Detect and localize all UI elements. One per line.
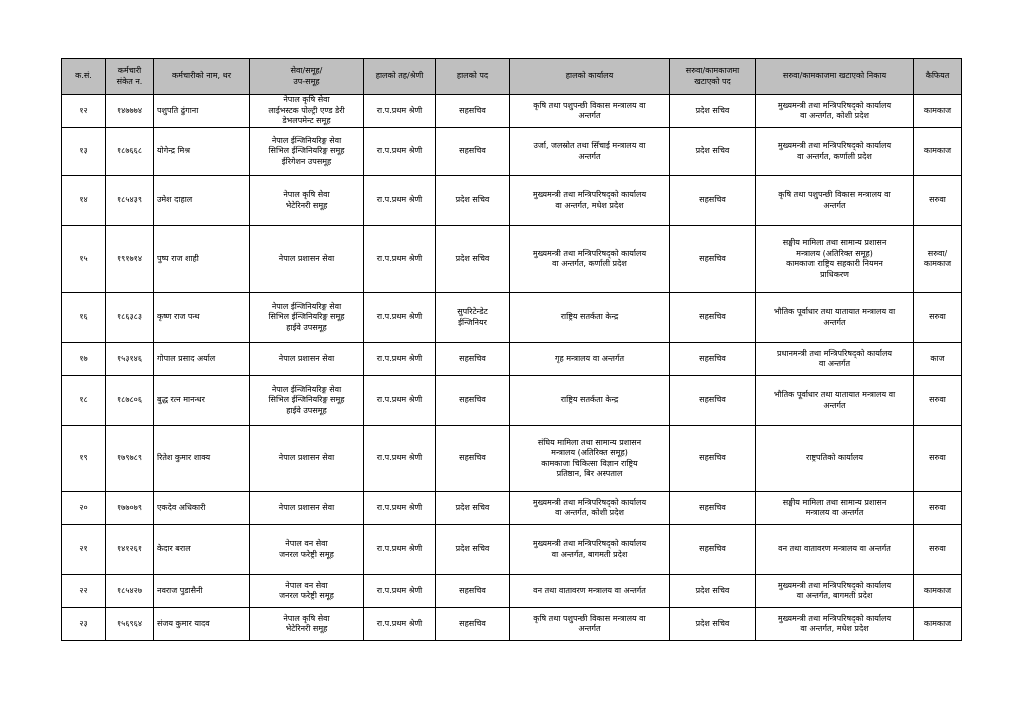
cell-post: प्रदेश सचिव bbox=[436, 176, 510, 226]
cell-office: मुख्यमन्त्री तथा मन्त्रिपरिषद्को कार्यालय वा अन्तर्गत, कर्णाली प्रदेश bbox=[510, 226, 670, 293]
cell-office: मुख्यमन्त्री तथा मन्त्रिपरिषद्को कार्यालय वा अन्तर्गत, मधेश प्रदेश bbox=[510, 176, 670, 226]
cell-name: एकदेव अधिकारी bbox=[154, 492, 250, 525]
cell-level: रा.प.प्रथम श्रेणी bbox=[364, 176, 436, 226]
table-row bbox=[62, 575, 962, 608]
cell-sn: १५ bbox=[62, 226, 106, 293]
cell-name: उमेश दाहाल bbox=[154, 176, 250, 226]
cell-level: रा.प.प्रथम श्रेणी bbox=[364, 343, 436, 376]
table-row bbox=[62, 608, 962, 641]
cell-code: १८५४३९ bbox=[106, 176, 154, 226]
header-remark: कैफियत bbox=[914, 59, 962, 95]
cell-new-office: मुख्यमन्त्री तथा मन्त्रिपरिषद्को कार्यालय वा अन्तर्गत, कर्णाली प्रदेश bbox=[756, 128, 914, 176]
cell-new-post: सहसचिव bbox=[670, 376, 756, 426]
cell-name: केदार बराल bbox=[154, 525, 250, 575]
cell-remark: कामकाज bbox=[914, 575, 962, 608]
cell-service: नेपाल ईन्जिनियरिङ्ग सेवा सिभिल ईन्जिनियरिङ्ग समूह हाईवे उपसमूह bbox=[250, 376, 364, 426]
cell-remark: सरुवा bbox=[914, 525, 962, 575]
cell-post: प्रदेश सचिव bbox=[436, 525, 510, 575]
cell-service: नेपाल प्रशासन सेवा bbox=[250, 343, 364, 376]
cell-code: १७७०७९ bbox=[106, 492, 154, 525]
cell-sn: १४ bbox=[62, 176, 106, 226]
cell-level: रा.प.प्रथम श्रेणी bbox=[364, 426, 436, 492]
cell-remark: काज bbox=[914, 343, 962, 376]
header-office: हालको कार्यालय bbox=[510, 59, 670, 95]
header-level: हालको तह/श्रेणी bbox=[364, 59, 436, 95]
cell-post: सहसचिव bbox=[436, 426, 510, 492]
cell-new-office: भौतिक पूर्वाधार तथा यातायात मन्त्रालय वा अन्तर्गत bbox=[756, 376, 914, 426]
table-row bbox=[62, 492, 962, 525]
header-code: कर्मचारी संकेत न. bbox=[106, 59, 154, 95]
cell-name: योगेन्द्र मिश्र bbox=[154, 128, 250, 176]
table-row bbox=[62, 293, 962, 343]
cell-post: प्रदेश सचिव bbox=[436, 226, 510, 293]
cell-new-post: सहसचिव bbox=[670, 343, 756, 376]
cell-sn: २० bbox=[62, 492, 106, 525]
cell-service: नेपाल प्रशासन सेवा bbox=[250, 226, 364, 293]
cell-sn: १२ bbox=[62, 95, 106, 128]
cell-service: नेपाल कृषि सेवा भेटेरिनरी समूह bbox=[250, 608, 364, 641]
table-row bbox=[62, 176, 962, 226]
cell-post: प्रदेश सचिव bbox=[436, 492, 510, 525]
cell-post: सहसचिव bbox=[436, 128, 510, 176]
cell-new-post: सहसचिव bbox=[670, 525, 756, 575]
cell-remark: सरुवा bbox=[914, 426, 962, 492]
cell-service: नेपाल प्रशासन सेवा bbox=[250, 426, 364, 492]
cell-office: कृषि तथा पशुपन्छी विकास मन्त्रालय वा अन्तर्गत bbox=[510, 95, 670, 128]
cell-name: कृष्ण राज पन्थ bbox=[154, 293, 250, 343]
cell-post: सहसचिव bbox=[436, 376, 510, 426]
cell-sn: १७ bbox=[62, 343, 106, 376]
table-body bbox=[62, 95, 962, 641]
cell-new-post: प्रदेश सचिव bbox=[670, 608, 756, 641]
cell-code: १४७७७४ bbox=[106, 95, 154, 128]
cell-remark: कामकाज bbox=[914, 128, 962, 176]
cell-level: रा.प.प्रथम श्रेणी bbox=[364, 226, 436, 293]
cell-level: रा.प.प्रथम श्रेणी bbox=[364, 575, 436, 608]
cell-sn: १३ bbox=[62, 128, 106, 176]
cell-post: सहसचिव bbox=[436, 343, 510, 376]
cell-new-office: कृषि तथा पशुपन्छी विकास मन्त्रालय वा अन्तर्गत bbox=[756, 176, 914, 226]
cell-post: सहसचिव bbox=[436, 95, 510, 128]
cell-office: संघिय मामिला तथा सामान्य प्रशासन मन्त्रालय (अतिरिक्त समूह) कामकाजः चिकित्सा विज्ञान राष्ट्रिय प्रतिष्ठान, बिर अस्पताल bbox=[510, 426, 670, 492]
cell-new-post: प्रदेश सचिव bbox=[670, 575, 756, 608]
transfer-table bbox=[61, 58, 962, 641]
cell-new-post: सहसचिव bbox=[670, 492, 756, 525]
cell-name: पशुपति ढुंगाना bbox=[154, 95, 250, 128]
table-row bbox=[62, 343, 962, 376]
cell-service: नेपाल प्रशासन सेवा bbox=[250, 492, 364, 525]
cell-remark: कामकाज bbox=[914, 608, 962, 641]
cell-post: सहसचिव bbox=[436, 608, 510, 641]
cell-service: नेपाल ईन्जिनियरिङ्ग सेवा सिभिल ईन्जिनियरिङ्ग समूह हाईवे उपसमूह bbox=[250, 293, 364, 343]
cell-code: १४१२६१ bbox=[106, 525, 154, 575]
cell-new-office: मुख्यमन्त्री तथा मन्त्रिपरिषद्को कार्यालय वा अन्तर्गत, बागमती प्रदेश bbox=[756, 575, 914, 608]
cell-new-office: राष्ट्रपतिको कार्यालय bbox=[756, 426, 914, 492]
cell-new-office: सङ्घीय मामिला तथा सामान्य प्रशासन मन्त्रालय (अतिरिक्त समूह) कामकाजः राष्ट्रिय सहकारी नियमन प्राधिकरण bbox=[756, 226, 914, 293]
cell-new-office: मुख्यमन्त्री तथा मन्त्रिपरिषद्को कार्यालय वा अन्तर्गत, कोशी प्रदेश bbox=[756, 95, 914, 128]
table-row bbox=[62, 226, 962, 293]
cell-level: रा.प.प्रथम श्रेणी bbox=[364, 608, 436, 641]
cell-new-post: प्रदेश सचिव bbox=[670, 128, 756, 176]
cell-remark: कामकाज bbox=[914, 95, 962, 128]
cell-name: पुष्प राज शाही bbox=[154, 226, 250, 293]
cell-level: रा.प.प्रथम श्रेणी bbox=[364, 95, 436, 128]
cell-sn: १९ bbox=[62, 426, 106, 492]
cell-office: गृह मन्त्रालय वा अन्तर्गत bbox=[510, 343, 670, 376]
cell-office: उर्जा, जलस्रोत तथा सिँचाई मन्त्रालय वा अन्तर्गत bbox=[510, 128, 670, 176]
cell-name: गोपाल प्रसाद अर्याल bbox=[154, 343, 250, 376]
cell-code: १७९७८९ bbox=[106, 426, 154, 492]
cell-sn: २१ bbox=[62, 525, 106, 575]
cell-office: कृषि तथा पशुपन्छी विकास मन्त्रालय वा अन्तर्गत bbox=[510, 608, 670, 641]
cell-remark: सरुवा/ कामकाज bbox=[914, 226, 962, 293]
cell-service: नेपाल कृषि सेवा लाईभस्टक पोल्ट्री एण्ड डेरी डेभलपमेन्ट समूह bbox=[250, 95, 364, 128]
cell-office: राष्ट्रिय सतर्कता केन्द्र bbox=[510, 376, 670, 426]
cell-service: नेपाल ईन्जिनियरिङ्ग सेवा सिभिल ईन्जिनियरिङ्ग समूह ईरिगेशन उपसमूह bbox=[250, 128, 364, 176]
cell-code: १८७६६८ bbox=[106, 128, 154, 176]
cell-name: बुद्ध रत्न मानन्धर bbox=[154, 376, 250, 426]
cell-new-post: सहसचिव bbox=[670, 176, 756, 226]
header-name: कर्मचारीको नाम, थर bbox=[154, 59, 250, 95]
cell-level: रा.प.प्रथम श्रेणी bbox=[364, 492, 436, 525]
cell-level: रा.प.प्रथम श्रेणी bbox=[364, 376, 436, 426]
cell-sn: २२ bbox=[62, 575, 106, 608]
cell-service: नेपाल कृषि सेवा भेटेरिनरी समूह bbox=[250, 176, 364, 226]
cell-office: मुख्यमन्त्री तथा मन्त्रिपरिषद्को कार्यालय वा अन्तर्गत, बागमती प्रदेश bbox=[510, 525, 670, 575]
cell-office: मुख्यमन्त्री तथा मन्त्रिपरिषद्को कार्यालय वा अन्तर्गत, कोशी प्रदेश bbox=[510, 492, 670, 525]
table-row bbox=[62, 95, 962, 128]
cell-code: १८५४२७ bbox=[106, 575, 154, 608]
header-new-office: सरुवा/कामकाजमा खटाएको निकाय bbox=[756, 59, 914, 95]
cell-new-office: प्रधानमन्त्री तथा मन्त्रिपरिषद्को कार्यालय वा अन्तर्गत bbox=[756, 343, 914, 376]
table-row bbox=[62, 376, 962, 426]
header-post: हालको पद bbox=[436, 59, 510, 95]
cell-code: १५३१४६ bbox=[106, 343, 154, 376]
table-row bbox=[62, 128, 962, 176]
cell-post: सहसचिव bbox=[436, 575, 510, 608]
cell-code: १९१७१४ bbox=[106, 226, 154, 293]
cell-new-office: मुख्यमन्त्री तथा मन्त्रिपरिषद्को कार्यालय वा अन्तर्गत, मधेश प्रदेश bbox=[756, 608, 914, 641]
cell-name: नवराज पुडासैनी bbox=[154, 575, 250, 608]
header-sn: क.सं. bbox=[62, 59, 106, 95]
cell-new-post: सहसचिव bbox=[670, 293, 756, 343]
table-row bbox=[62, 426, 962, 492]
cell-new-post: प्रदेश सचिव bbox=[670, 95, 756, 128]
cell-remark: सरुवा bbox=[914, 376, 962, 426]
cell-sn: २३ bbox=[62, 608, 106, 641]
cell-service: नेपाल वन सेवा जनरल फरेष्ट्री समूह bbox=[250, 575, 364, 608]
cell-new-post: सहसचिव bbox=[670, 226, 756, 293]
cell-name: रितेश कुमार शाक्य bbox=[154, 426, 250, 492]
cell-remark: सरुवा bbox=[914, 293, 962, 343]
cell-remark: सरुवा bbox=[914, 492, 962, 525]
cell-level: रा.प.प्रथम श्रेणी bbox=[364, 293, 436, 343]
cell-new-office: भौतिक पूर्वाधार तथा यातायात मन्त्रालय वा अन्तर्गत bbox=[756, 293, 914, 343]
cell-new-post: सहसचिव bbox=[670, 426, 756, 492]
cell-code: १८६३८३ bbox=[106, 293, 154, 343]
cell-code: १५६९६४ bbox=[106, 608, 154, 641]
cell-sn: १८ bbox=[62, 376, 106, 426]
cell-remark: सरुवा bbox=[914, 176, 962, 226]
cell-office: राष्ट्रिय सतर्कता केन्द्र bbox=[510, 293, 670, 343]
cell-new-office: वन तथा वातावरण मन्त्रालय वा अन्तर्गत bbox=[756, 525, 914, 575]
header-new-post: सरुवा/कामकाजमा खटाएको पद bbox=[670, 59, 756, 95]
cell-sn: १६ bbox=[62, 293, 106, 343]
table-row bbox=[62, 525, 962, 575]
header-service: सेवा/समूह/ उप-समूह bbox=[250, 59, 364, 95]
cell-name: संजय कुमार यादव bbox=[154, 608, 250, 641]
cell-code: १८७८०६ bbox=[106, 376, 154, 426]
cell-new-office: सङ्घीय मामिला तथा सामान्य प्रशासन मन्त्रालय वा अन्तर्गत bbox=[756, 492, 914, 525]
cell-level: रा.प.प्रथम श्रेणी bbox=[364, 525, 436, 575]
cell-office: वन तथा वातावरण मन्त्रालय वा अन्तर्गत bbox=[510, 575, 670, 608]
cell-level: रा.प.प्रथम श्रेणी bbox=[364, 128, 436, 176]
header-row bbox=[62, 59, 962, 95]
cell-service: नेपाल वन सेवा जनरल फरेष्ट्री समूह bbox=[250, 525, 364, 575]
cell-post: सुपरिटेन्डेट ईन्जिनियर bbox=[436, 293, 510, 343]
